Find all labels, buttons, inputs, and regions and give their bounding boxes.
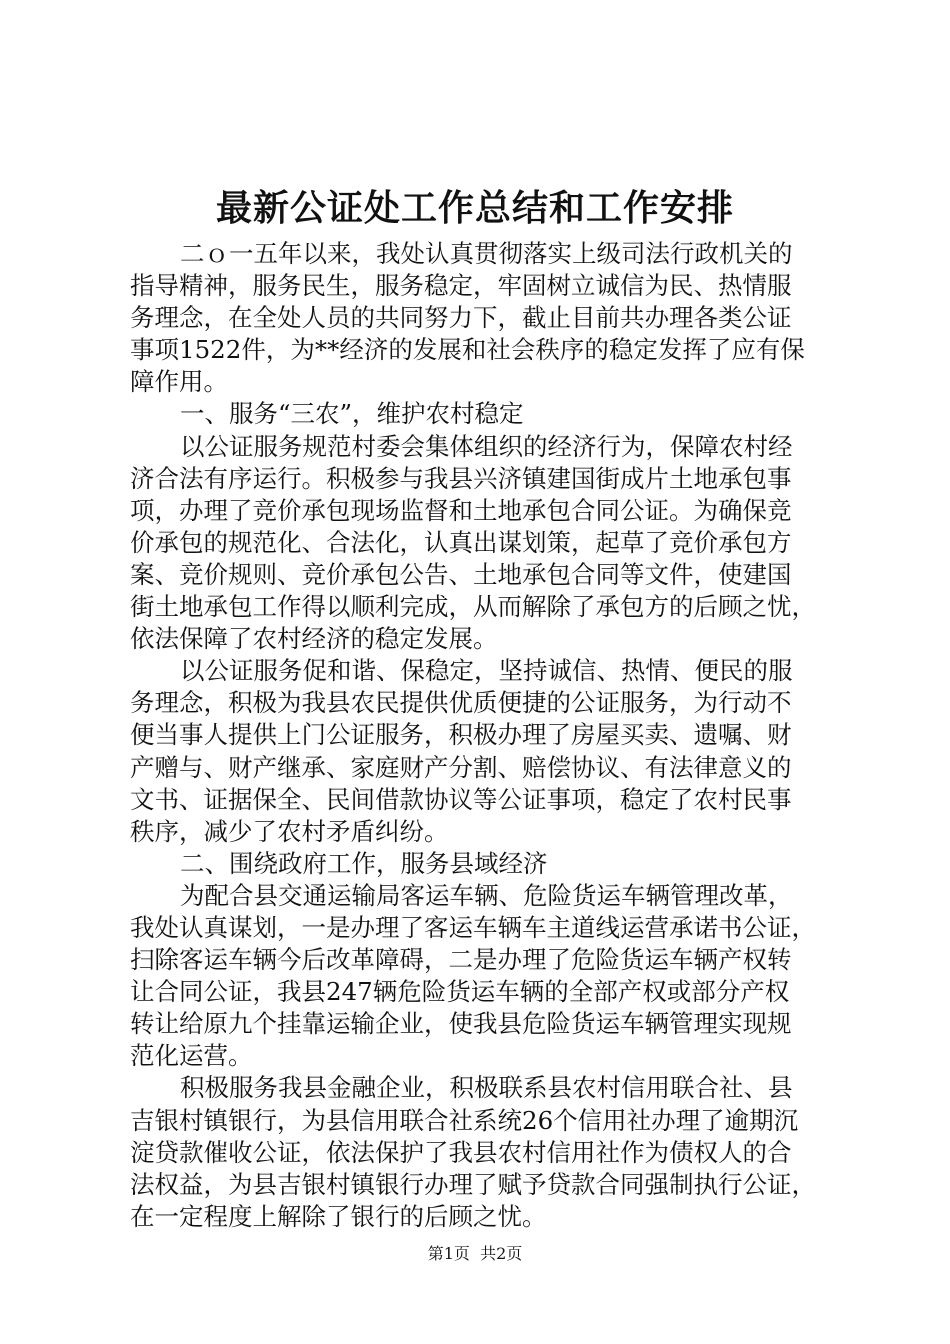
page-footer: 第1页 共2页 [427, 1244, 523, 1263]
body-line: 一、服务“三农”，维护农村稳定 [180, 399, 524, 429]
body-line: 为配合县交通运输局客运车辆、危险货运车辆管理改革， [180, 880, 793, 910]
body-line: 便当事人提供上门公证服务，积极办理了房屋买卖、遗嘱、财 [130, 720, 792, 750]
body-line: 二、围绕政府工作，服务县域经济 [180, 848, 548, 878]
body-line: 务理念，在全处人员的共同努力下，截止目前共办理各类公证 [130, 303, 792, 333]
body-line: 依法保障了农村经济的稳定发展。 [130, 624, 498, 654]
body-line: 让合同公证，我县247辆危险货运车辆的全部产权或部分产权 [130, 977, 790, 1007]
document-title: 最新公证处工作总结和工作安排 [215, 187, 734, 229]
body-line: 淀贷款催收公证，依法保护了我县农村信用社作为债权人的合 [130, 1137, 792, 1167]
body-line: 障作用。 [130, 367, 228, 397]
body-line: 项，办理了竞价承包现场监督和土地承包合同公证。为确保竞 [130, 495, 792, 525]
body-line: 以公证服务促和谐、保稳定，坚持诚信、热情、便民的服 [180, 656, 793, 686]
body-line: 产赠与、财产继承、家庭财产分割、赔偿协议、有法律意义的 [130, 752, 792, 782]
body-line: 务理念，积极为我县农民提供优质便捷的公证服务，为行动不 [130, 688, 792, 718]
body-line: 价承包的规范化、合法化，认真出谋划策，起草了竞价承包方 [130, 527, 792, 557]
body-line: 文书、证据保全、民间借款协议等公证事项，稳定了农村民事 [130, 784, 792, 814]
body-line: 扫除客运车辆今后改革障碍，二是办理了危险货运车辆产权转 [130, 945, 792, 975]
body-line: 以公证服务规范村委会集体组织的经济行为，保障农村经 [180, 431, 793, 461]
body-line: 转让给原九个挂靠运输企业，使我县危险货运车辆管理实现规 [130, 1009, 792, 1039]
body-line: 吉银村镇银行，为县信用联合社系统26个信用社办理了逾期沉 [130, 1105, 799, 1135]
body-line: 济合法有序运行。积极参与我县兴济镇建国街成片土地承包事 [130, 463, 792, 493]
body-line: 范化运营。 [130, 1041, 253, 1071]
body-line: 事项1522件，为**经济的发展和社会秩序的稳定发挥了应有保 [130, 335, 805, 365]
document-body [130, 238, 830, 1233]
body-line: 街土地承包工作得以顺利完成，从而解除了承包方的后顾之忧， [130, 592, 816, 622]
body-line: 法权益，为县吉银村镇银行办理了赋予贷款合同强制执行公证， [130, 1169, 816, 1199]
body-line: 积极服务我县金融企业，积极联系县农村信用联合社、县 [180, 1073, 793, 1103]
body-line: 案、竞价规则、竞价承包公告、土地承包合同等文件，使建国 [130, 559, 792, 589]
body-line: 二ｏ一五年以来，我处认真贯彻落实上级司法行政机关的 [180, 239, 793, 268]
body-line: 我处认真谋划，一是办理了客运车辆车主道线运营承诺书公证， [130, 912, 816, 942]
body-line: 在一定程度上解除了银行的后顾之忧。 [130, 1201, 547, 1231]
body-line: 秩序，减少了农村矛盾纠纷。 [130, 816, 449, 846]
body-line: 指导精神，服务民生，服务稳定，牢固树立诚信为民、热情服 [130, 271, 792, 301]
